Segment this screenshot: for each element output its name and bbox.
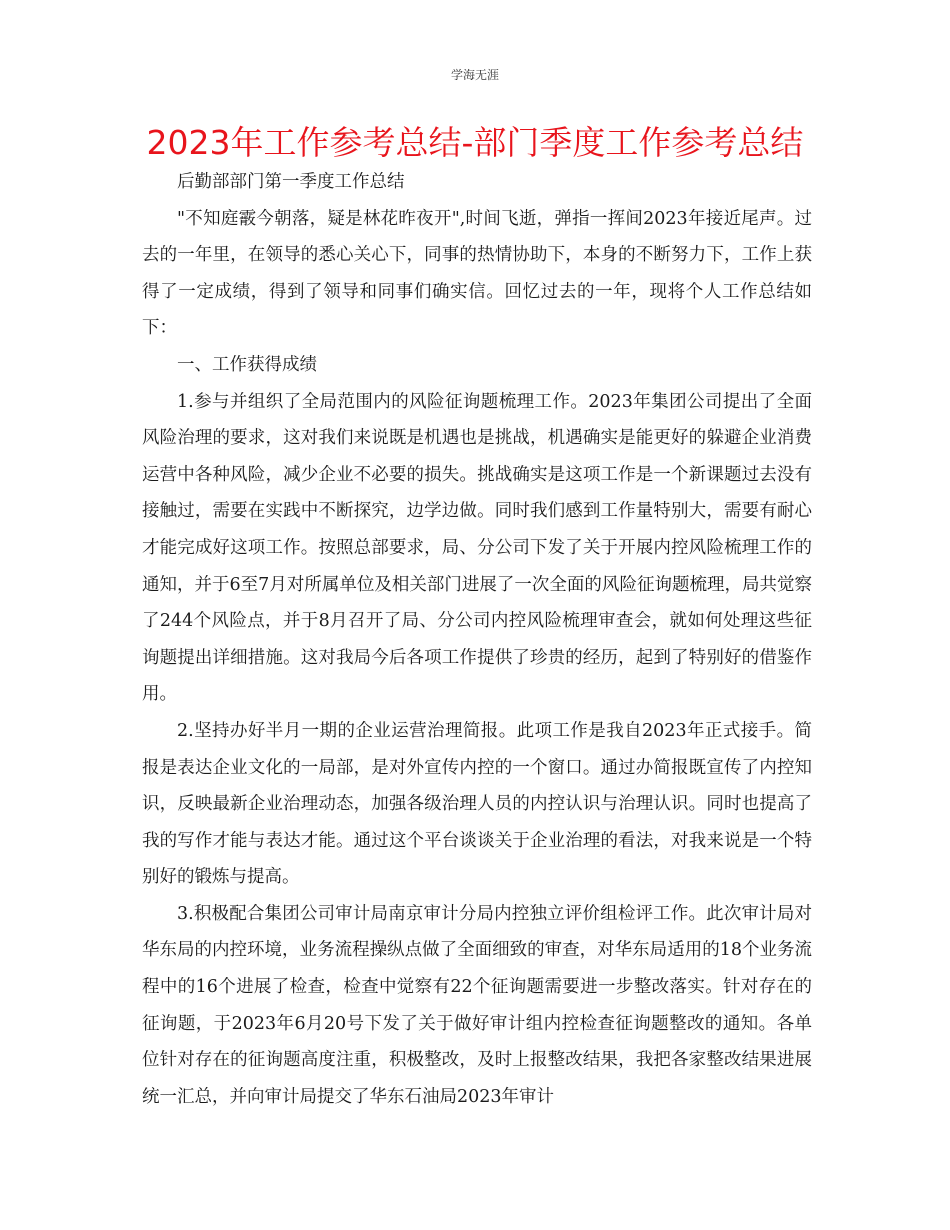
page-header: 学海无涯 [450, 68, 499, 82]
section-subtitle: 后勤部部门第一季度工作总结 [177, 172, 405, 192]
achievement-paragraph-2: 2.坚持办好半月一期的企业运营治理简报。此项工作是我自2023年正式接手。简报是表达企业文化的一局部，是对外宣传内控的一个窗口。通过办简报既宣传了内控知识，反映最新企业治理动态，加强各级治理人员的内控认识与治理认识。同时也提高了我的写作才能与表达才能。通过这个平台谈谈关于企业治理的看法，对我来说是一个特别好的锻炼与提高。 [142, 720, 812, 888]
intro-paragraph: "不知庭霰今朝落，疑是林花昨夜开",时间飞逝，弹指一挥间2023年接近尾声。过去的一年里，在领导的悉心关心下，同事的热情协助下，本身的不断努力下，工作上获得了一定成绩，得到了领导和同事们确实信。回忆过去的一年，现将个人工作总结如下： [142, 208, 812, 339]
document-title: 2023年工作参考总结-部门季度工作参考总结 [146, 123, 804, 162]
section-heading: 一、工作获得成绩 [177, 354, 317, 375]
document-body [142, 164, 812, 1115]
achievement-paragraph-3: 3.积极配合集团公司审计局南京审计分局内控独立评价组检评工作。此次审计局对华东局的内控环境，业务流程操纵点做了全面细致的审查，对华东局适用的18个业务流程中的16个进展了检查，检查中觉察有22个征询题需要进一步整改落实。针对存在的征询题，于2023年6月20号下发了关于做好审计组内控检查征询题整改的通知。各单位针对存在的征询题高度注重，积极整改，及时上报整改结果，我把各家整改结果进展统一汇总，并向审计局提交了华东石油局2023年审计 [142, 903, 812, 1107]
achievement-paragraph-1: 1.参与并组织了全局范围内的风险征询题梳理工作。2023年集团公司提出了全面风险治理的要求，这对我们来说既是机遇也是挑战，机遇确实是能更好的躲避企业消费运营中各种风险，减少企业不必要的损失。挑战确实是这项工作是一个新课题过去没有接触过，需要在实践中不断探究，边学边做。同时我们感到工作量特别大，需要有耐心才能完成好这项工作。按照总部要求，局、分公司下发了关于开展内控风险梳理工作的通知，并于6至7月对所属单位及相关部门进展了一次全面的风险征询题梳理，局共觉察了244个风险点，并于8月召开了局、分公司内控风险梳理审查会，就如何处理这些征询题提出详细措施。这对我局今后各项工作提供了珍贵的经历，起到了特别好的借鉴作用。 [142, 391, 812, 705]
